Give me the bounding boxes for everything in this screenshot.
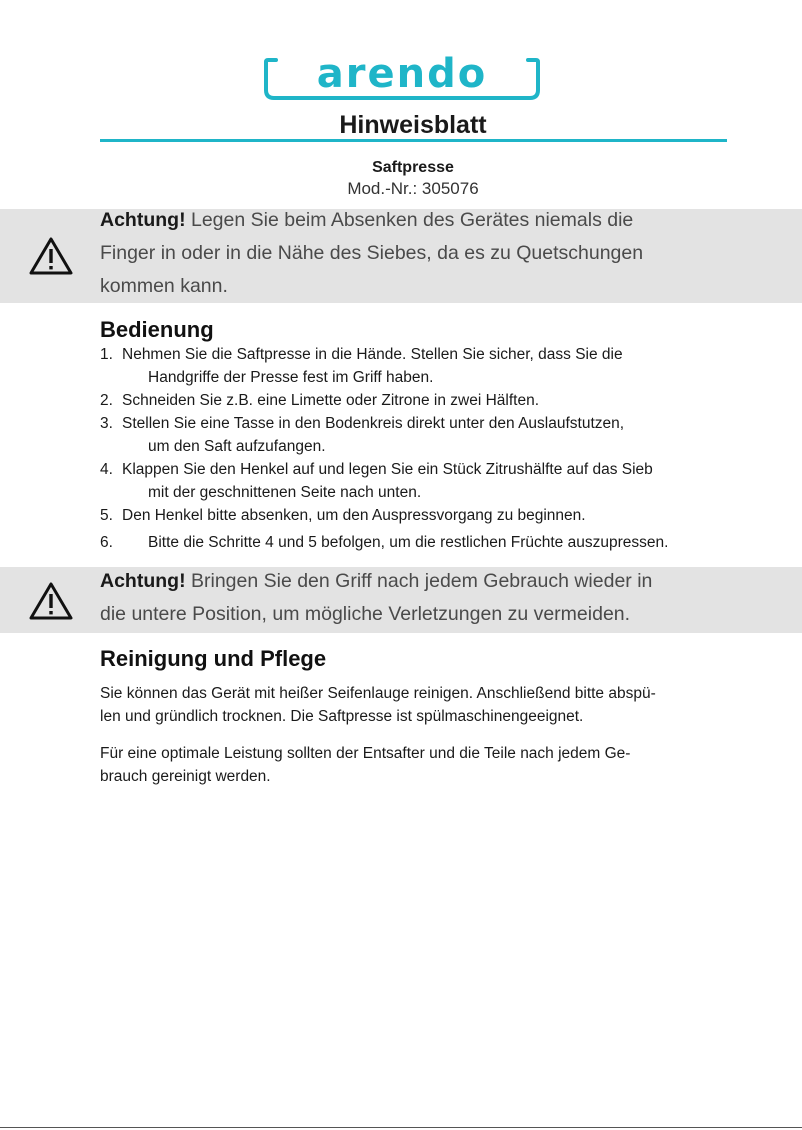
step-text: um den Saft aufzufangen.	[148, 438, 326, 455]
page-bottom-rule	[0, 1127, 802, 1128]
paragraph-line: brauch gereinigt werden.	[100, 768, 271, 785]
warning-line: Finger in oder in die Nähe des Siebes, da es zu Quetschungen	[100, 242, 644, 264]
list-item	[100, 531, 740, 554]
warning-triangle-icon	[28, 581, 74, 621]
warning-label: Achtung!	[100, 209, 186, 231]
product-name: Saftpresse	[372, 159, 454, 176]
paragraph-line: Sie können das Gerät mit heißer Seifenlauge reinigen. Anschließend bitte abspü-	[100, 685, 656, 702]
step-text: Schneiden Sie z.B. eine Limette oder Zitrone in zwei Hälften.	[122, 392, 540, 409]
list-item	[100, 389, 740, 412]
step-text: Den Henkel bitte absenken, um den Auspressvorgang zu beginnen.	[122, 507, 586, 524]
step-text: Bitte die Schritte 4 und 5 befolgen, um die restlichen Früchte auszupressen.	[148, 534, 669, 551]
care-paragraph	[100, 682, 740, 728]
step-text: Stellen Sie eine Tasse in den Bodenkreis direkt unter den Auslaufstutzen,	[122, 415, 625, 432]
step-number: 5.	[100, 507, 113, 524]
step-number: 4.	[100, 461, 113, 478]
arendo-logo	[262, 54, 542, 104]
list-item	[100, 412, 740, 458]
list-item	[100, 458, 740, 504]
document-title: Hinweisblatt	[339, 111, 487, 139]
warning-text	[100, 565, 740, 631]
warning-label: Achtung!	[100, 570, 186, 592]
step-number: 3.	[100, 415, 113, 432]
section-heading-operation: Bedienung	[100, 317, 214, 342]
list-item	[100, 343, 740, 389]
step-number: 2.	[100, 392, 113, 409]
warning-line: die untere Position, um mögliche Verletzungen zu vermeiden.	[100, 603, 631, 625]
logo-wordmark: arendo	[316, 54, 488, 97]
list-item	[100, 504, 740, 527]
warning-line: kommen kann.	[100, 275, 228, 297]
paragraph-line: Für eine optimale Leistung sollten der Entsafter und die Teile nach jedem Ge-	[100, 745, 631, 762]
step-text: Nehmen Sie die Saftpresse in die Hände. Stellen Sie sicher, dass Sie die	[122, 346, 623, 363]
section-heading-care: Reinigung und Pflege	[100, 646, 327, 671]
warning-line: Bringen Sie den Griff nach jedem Gebrauch wieder in	[185, 570, 653, 592]
step-text: mit der geschnittenen Seite nach unten.	[148, 484, 422, 501]
care-paragraph	[100, 742, 740, 788]
warning-line: Legen Sie beim Absenken des Gerätes niemals die	[185, 209, 634, 231]
title-divider	[100, 139, 727, 142]
warning-text	[100, 204, 740, 303]
model-number: Mod.-Nr.: 305076	[347, 179, 479, 198]
step-text: Klappen Sie den Henkel auf und legen Sie ein Stück Zitrushälfte auf das Sieb	[122, 461, 653, 478]
step-number: 6.	[100, 534, 113, 551]
step-number: 1.	[100, 346, 113, 363]
step-text: Handgriffe der Presse fest im Griff haben.	[148, 369, 434, 386]
paragraph-line: len und gründlich trocknen. Die Saftpresse ist spülmaschinengeeignet.	[100, 708, 584, 725]
warning-triangle-icon	[28, 236, 74, 276]
operation-steps	[100, 343, 740, 554]
